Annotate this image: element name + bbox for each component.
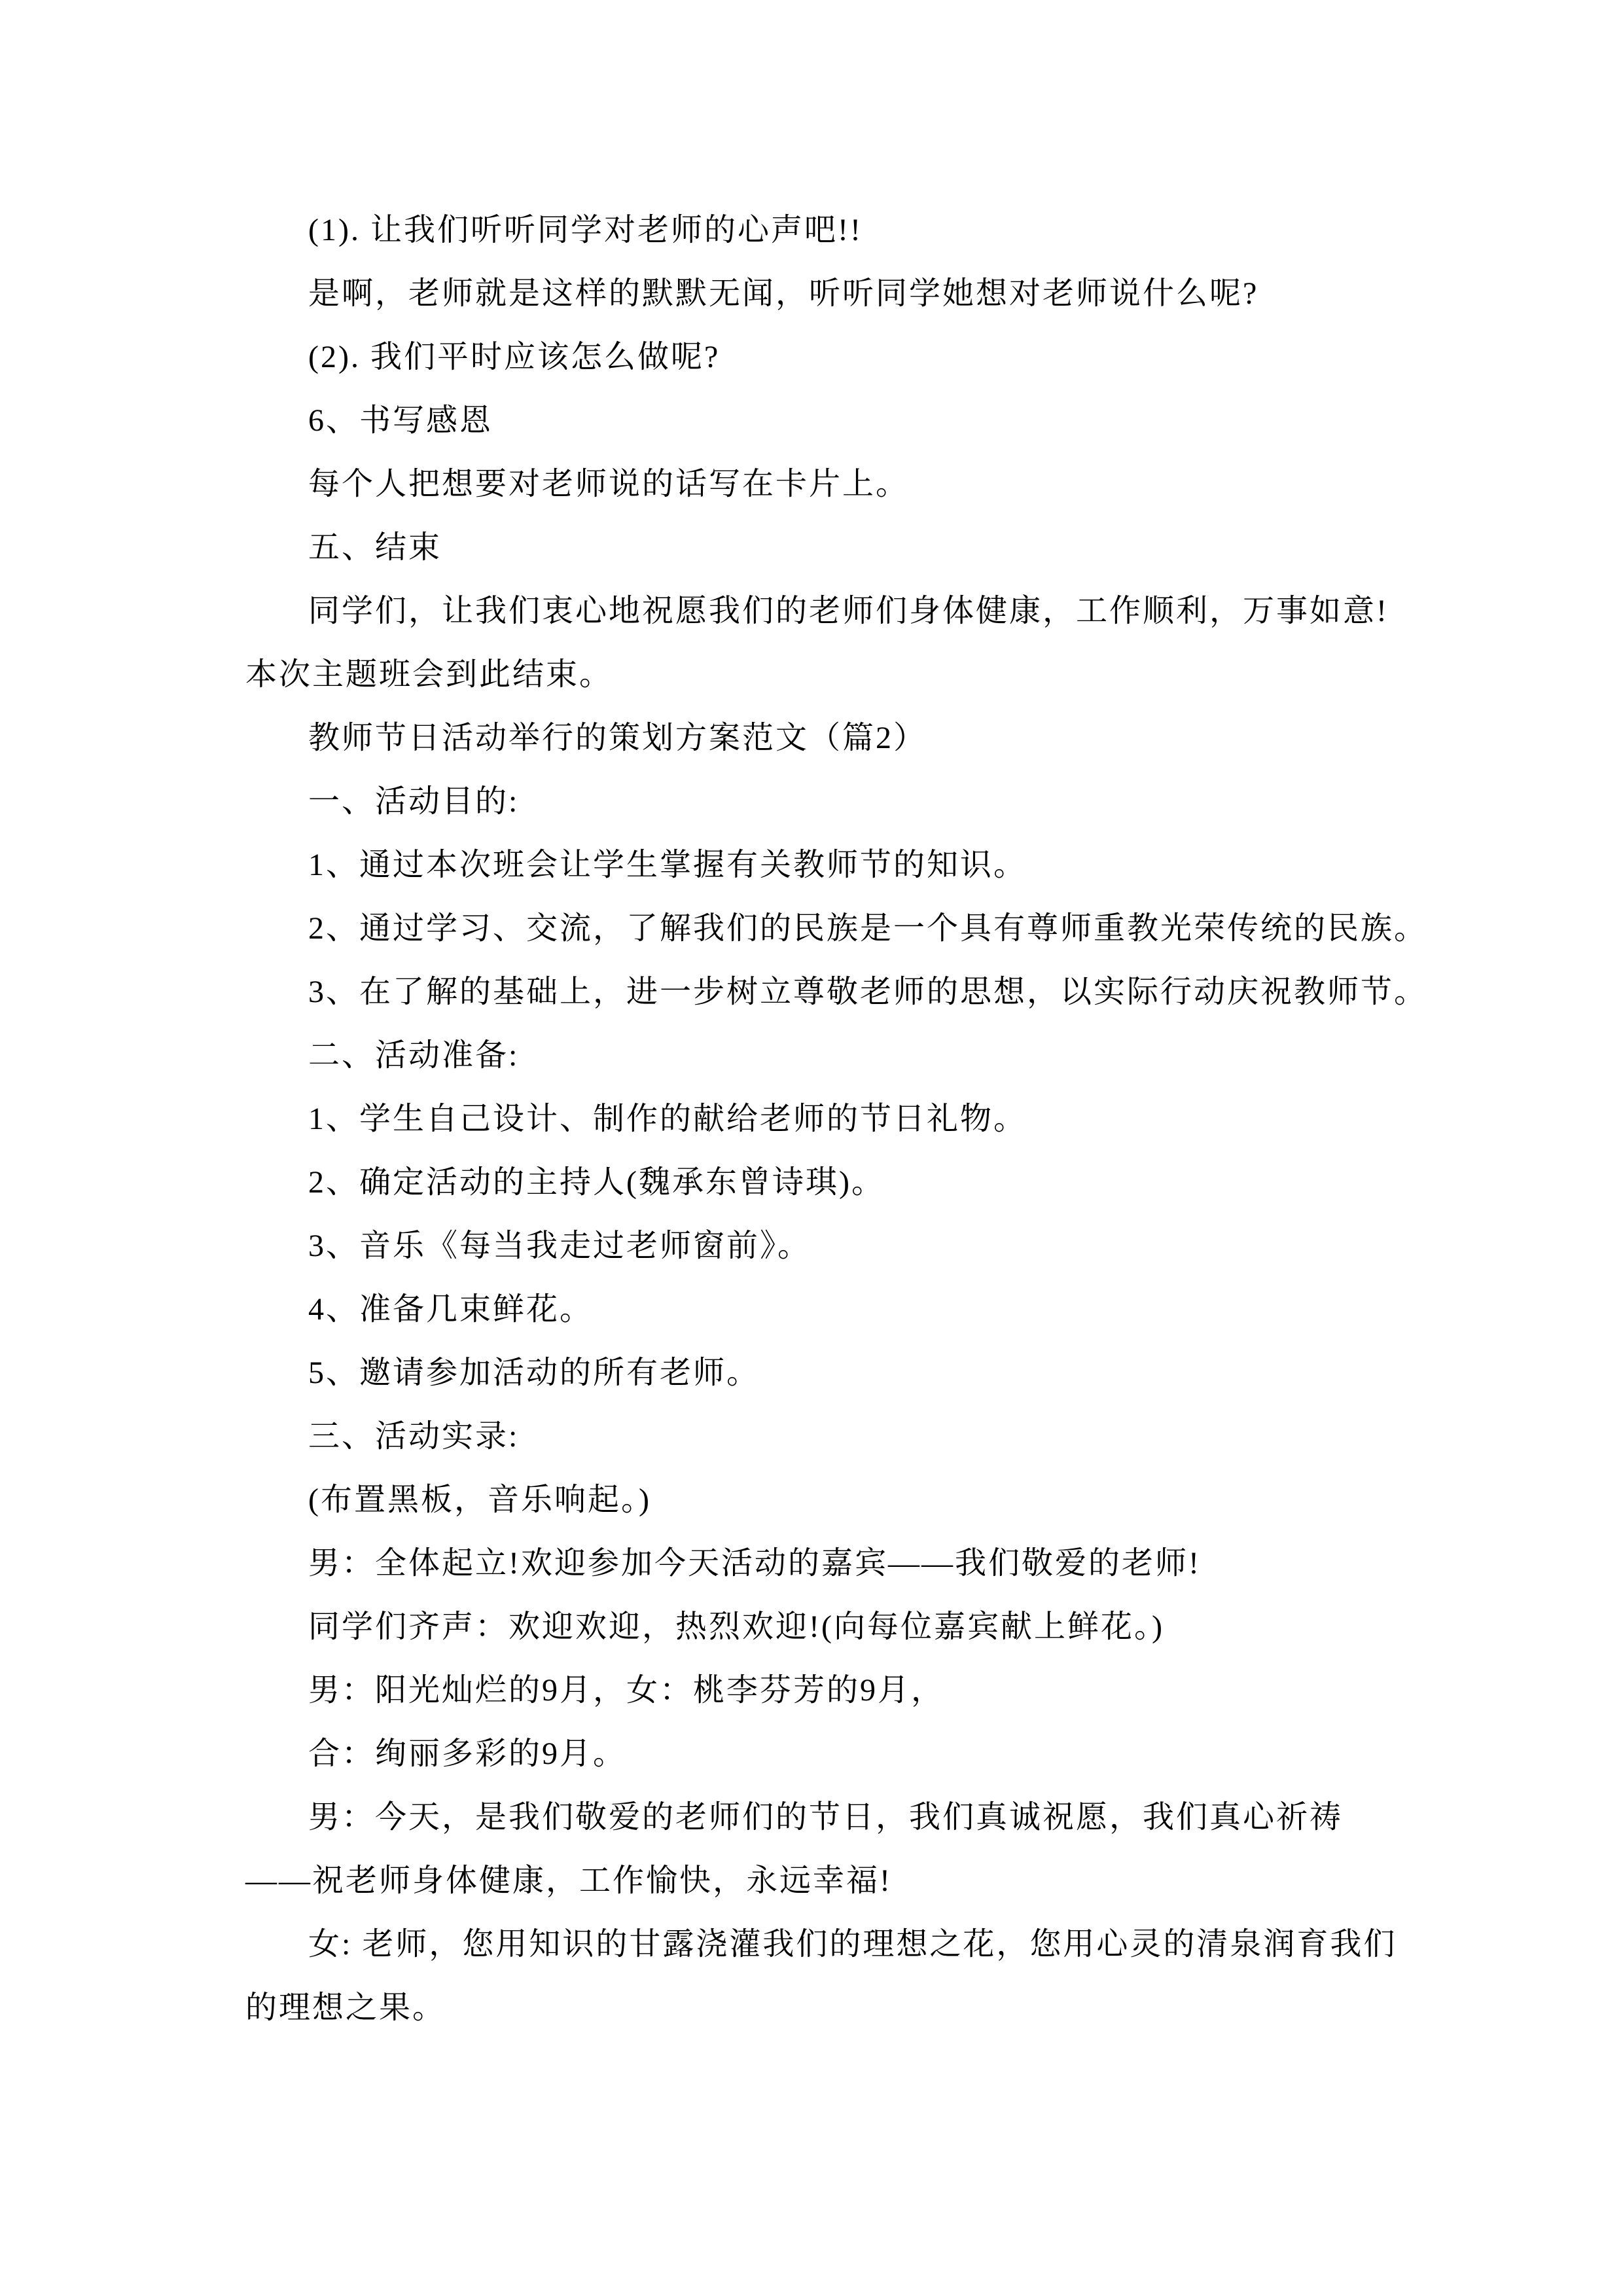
- text-line: 3、在了解的基础上，进一步树立尊敬老师的思想，以实际行动庆祝教师节。: [308, 975, 1428, 1009]
- text-line: 本次主题班会到此结束。: [245, 657, 613, 692]
- document-text-block: [245, 198, 1428, 2039]
- text-line: 一、活动目的:: [308, 784, 520, 819]
- text-line: 2、通过学习、交流，了解我们的民族是一个具有尊师重教光荣传统的民族。: [308, 911, 1428, 946]
- text-line: 同学们，让我们衷心地祝愿我们的老师们身体健康，工作顺利，万事如意!: [308, 594, 1389, 628]
- text-line: 同学们齐声：欢迎欢迎，热烈欢迎!(向每位嘉宾献上鲜花。): [308, 1609, 1164, 1644]
- text-line: 男：阳光灿烂的9月，女：桃李芬芳的9月，: [308, 1673, 945, 1708]
- text-line: 1、通过本次班会让学生掌握有关教师节的知识。: [308, 848, 1027, 882]
- text-line: 女: 老师，您用知识的甘露浇灌我们的理想之花，您用心灵的清泉润育我们: [308, 1927, 1397, 1962]
- text-line: 男：全体起立!欢迎参加今天活动的嘉宾——我们敬爱的老师!: [308, 1546, 1201, 1581]
- text-line: 合：绚丽多彩的9月。: [308, 1736, 627, 1771]
- text-line: 5、邀请参加活动的所有老师。: [308, 1355, 760, 1390]
- text-line: 三、活动实录:: [308, 1419, 520, 1454]
- text-line: (布置黑板，音乐响起。): [308, 1482, 651, 1517]
- text-line: (1). 让我们听听同学对老师的心声吧!!: [308, 213, 863, 247]
- text-line: (2). 我们平时应该怎么做呢?: [308, 340, 721, 374]
- text-line: 是啊，老师就是这样的默默无闻，听听同学她想对老师说什么呢?: [308, 276, 1259, 311]
- text-line: 4、准备几束鲜花。: [308, 1292, 594, 1327]
- text-line: ——祝老师身体健康，工作愉快，永远幸福!: [245, 1863, 892, 1898]
- text-line: 每个人把想要对老师说的话写在卡片上。: [308, 467, 910, 501]
- text-line: 二、活动准备:: [308, 1038, 520, 1073]
- text-line: 3、音乐《每当我走过老师窗前》。: [308, 1229, 812, 1263]
- document-section-title: 教师节日活动举行的策划方案范文（篇2）: [308, 721, 927, 755]
- text-line: 6、书写感恩: [308, 403, 493, 438]
- text-line: 男：今天，是我们敬爱的老师们的节日，我们真诚祝愿，我们真心祈祷: [308, 1800, 1344, 1835]
- text-line: 1、学生自己设计、制作的献给老师的节日礼物。: [308, 1102, 1027, 1136]
- text-line: 的理想之果。: [245, 1990, 446, 2025]
- text-line: 2、确定活动的主持人(魏承东曾诗琪)。: [308, 1165, 885, 1200]
- text-line: 五、结束: [308, 530, 442, 565]
